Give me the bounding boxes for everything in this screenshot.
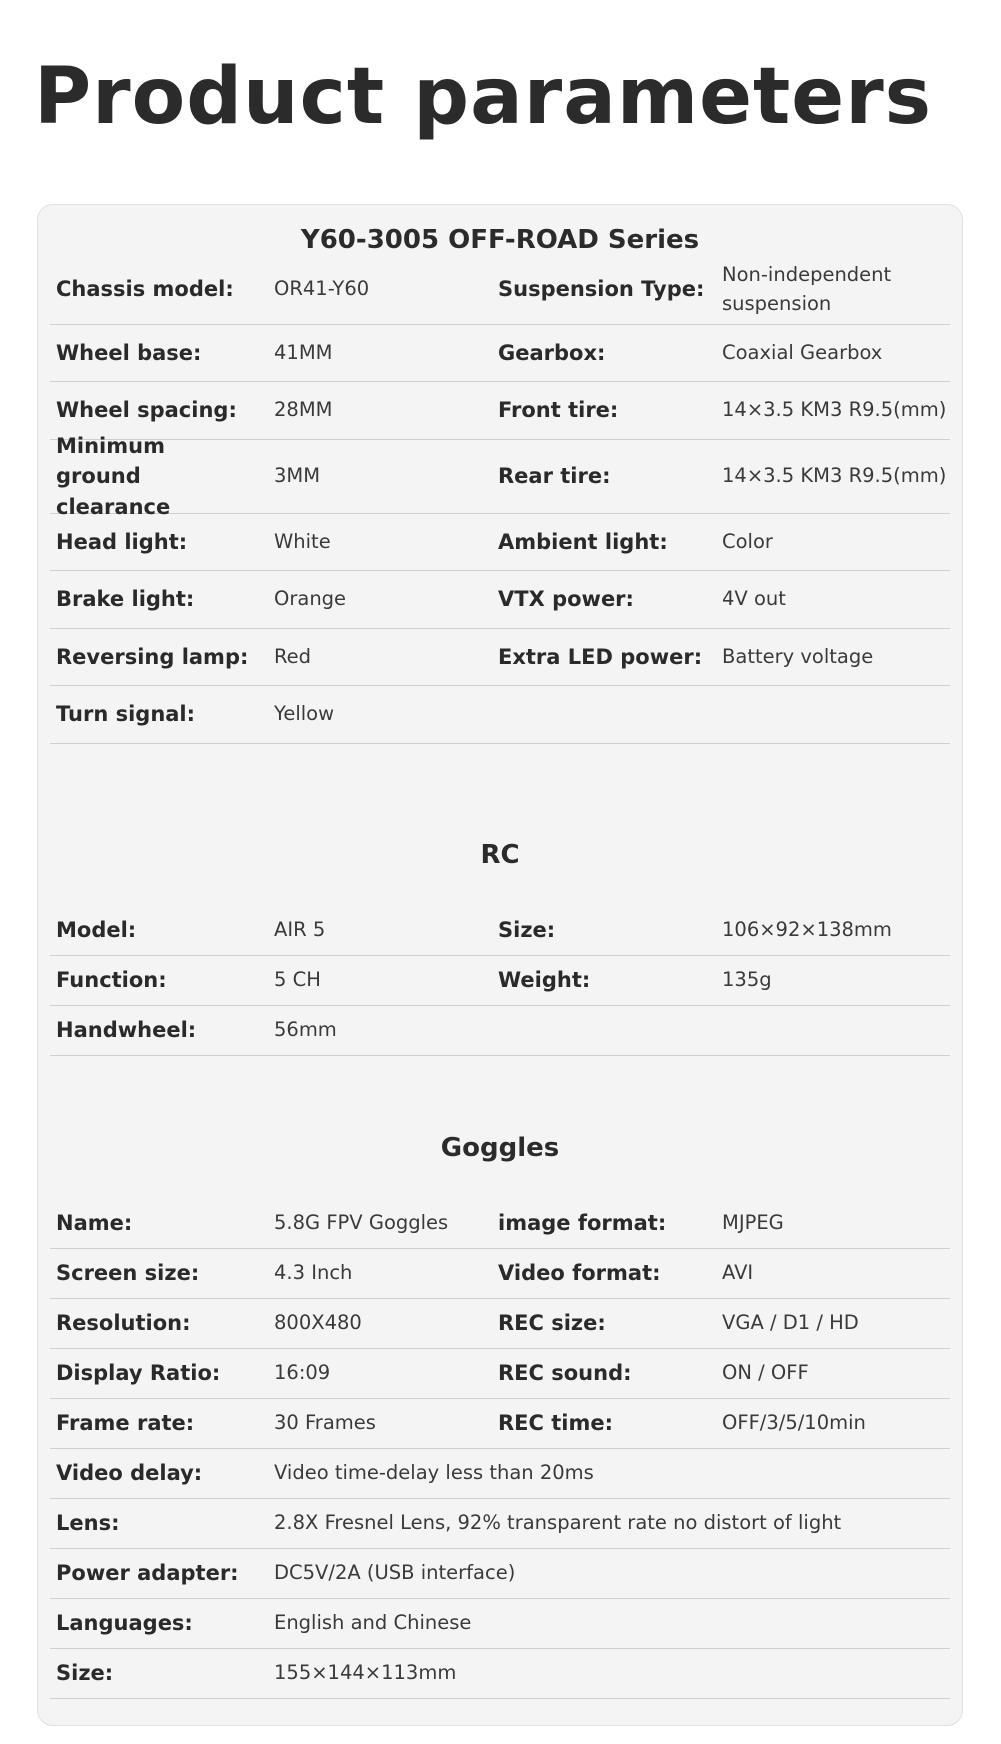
spec-key: Power adapter:	[56, 1561, 239, 1586]
spec-row	[50, 629, 950, 686]
spec-key: REC time:	[498, 1411, 613, 1436]
spec-key: Extra LED power:	[498, 644, 703, 669]
spec-value: 14×3.5 KM3 R9.5(mm)	[722, 398, 947, 422]
spec-value: 14×3.5 KM3 R9.5(mm)	[722, 464, 947, 488]
spec-row	[50, 1649, 950, 1699]
spec-value: 135g	[722, 968, 772, 992]
spec-row	[50, 1249, 950, 1299]
spec-key: Wheel base:	[56, 340, 202, 365]
spec-value: 28MM	[274, 398, 333, 422]
spec-key: Rear tire:	[498, 464, 611, 489]
section-title-off-road: Y60-3005 OFF-ROAD Series	[300, 225, 700, 255]
spec-row	[50, 1449, 950, 1499]
spec-value: 4.3 Inch	[274, 1261, 353, 1285]
spec-value: ON / OFF	[722, 1361, 809, 1385]
off-road-spec-table	[50, 255, 950, 744]
spec-key: Resolution:	[56, 1311, 191, 1336]
spec-key: Languages:	[56, 1611, 193, 1636]
spec-key: Frame rate:	[56, 1411, 195, 1436]
spec-value: VGA / D1 / HD	[722, 1311, 859, 1335]
spec-value: Video time-delay less than 20ms	[274, 1461, 594, 1485]
spec-key: Handwheel:	[56, 1018, 197, 1043]
spec-row	[50, 1349, 950, 1399]
section-title-rc: RC	[480, 840, 520, 870]
spec-key: Gearbox:	[498, 340, 606, 365]
parameters-card	[37, 204, 963, 1726]
spec-value: Red	[274, 644, 312, 668]
spec-value: 155×144×113mm	[274, 1661, 457, 1685]
spec-key: Turn signal:	[56, 702, 196, 727]
spec-value: Coaxial Gearbox	[722, 340, 883, 364]
spec-value: 30 Frames	[274, 1411, 376, 1435]
spec-key: Size:	[56, 1661, 114, 1686]
spec-value: English and Chinese	[274, 1611, 472, 1635]
spec-value: OFF/3/5/10min	[722, 1411, 866, 1435]
spec-key: Lens:	[56, 1511, 120, 1536]
spec-key: Ambient light:	[498, 529, 668, 554]
spec-value: 16:09	[274, 1361, 331, 1385]
spec-key: image format:	[498, 1211, 667, 1236]
spec-value: Battery voltage	[722, 644, 874, 668]
spec-key: Model:	[56, 918, 137, 943]
page-title: Product parameters	[34, 52, 933, 142]
spec-key: Screen size:	[56, 1261, 200, 1286]
spec-value: 4V out	[722, 587, 786, 611]
spec-row	[50, 433, 950, 519]
spec-key: Video format:	[498, 1261, 661, 1286]
spec-row	[50, 686, 950, 744]
spec-row	[50, 514, 950, 571]
spec-value: Color	[722, 529, 773, 553]
spec-key: Reversing lamp:	[56, 644, 249, 669]
spec-row	[50, 1599, 950, 1649]
spec-row	[50, 255, 950, 325]
spec-key: Function:	[56, 968, 167, 993]
spec-value: Non-independent suspension	[722, 263, 892, 315]
spec-row	[50, 571, 950, 629]
spec-value: 3MM	[274, 464, 321, 488]
spec-key: Brake light:	[56, 587, 195, 612]
spec-value: AVI	[722, 1261, 754, 1285]
spec-row	[50, 1199, 950, 1249]
spec-key: Size:	[498, 918, 556, 943]
spec-key: REC sound:	[498, 1361, 632, 1386]
spec-value: 800X480	[274, 1311, 362, 1335]
spec-value: 2.8X Fresnel Lens, 92% transparent rate no distort of light	[274, 1511, 842, 1535]
spec-value: AIR 5	[274, 918, 326, 942]
spec-value: Orange	[274, 587, 347, 611]
spec-row	[50, 1399, 950, 1449]
spec-value: MJPEG	[722, 1211, 784, 1235]
spec-row	[50, 906, 950, 956]
spec-key: Head light:	[56, 529, 188, 554]
spec-row	[50, 1006, 950, 1056]
spec-key: VTX power:	[498, 587, 634, 612]
spec-key: Video delay:	[56, 1461, 203, 1486]
spec-value: 5.8G FPV Goggles	[274, 1211, 449, 1235]
spec-key: Wheel spacing:	[56, 398, 237, 423]
spec-key: Weight:	[498, 968, 591, 993]
spec-value: OR41-Y60	[274, 277, 370, 301]
spec-value: DC5V/2A (USB interface)	[274, 1561, 516, 1585]
spec-value: 41MM	[274, 340, 333, 364]
spec-row	[50, 1549, 950, 1599]
spec-value: Yellow	[274, 702, 335, 726]
spec-key: Front tire:	[498, 398, 619, 423]
spec-key: Chassis model:	[56, 277, 234, 302]
spec-key: Display Ratio:	[56, 1361, 221, 1386]
spec-value: 5 CH	[274, 968, 321, 992]
rc-spec-table	[50, 906, 950, 1056]
spec-key: Minimum ground clearance	[56, 433, 171, 519]
spec-row	[50, 956, 950, 1006]
section-title-goggles: Goggles	[440, 1133, 560, 1163]
spec-key: Name:	[56, 1211, 133, 1236]
spec-value: 106×92×138mm	[722, 918, 892, 942]
spec-value: 56mm	[274, 1018, 337, 1042]
spec-value: White	[274, 529, 331, 553]
spec-row	[50, 325, 950, 382]
goggles-spec-table	[50, 1199, 950, 1699]
spec-key: REC size:	[498, 1311, 606, 1336]
spec-row	[50, 1499, 950, 1549]
spec-row	[50, 1299, 950, 1349]
spec-key: Suspension Type:	[498, 277, 705, 302]
